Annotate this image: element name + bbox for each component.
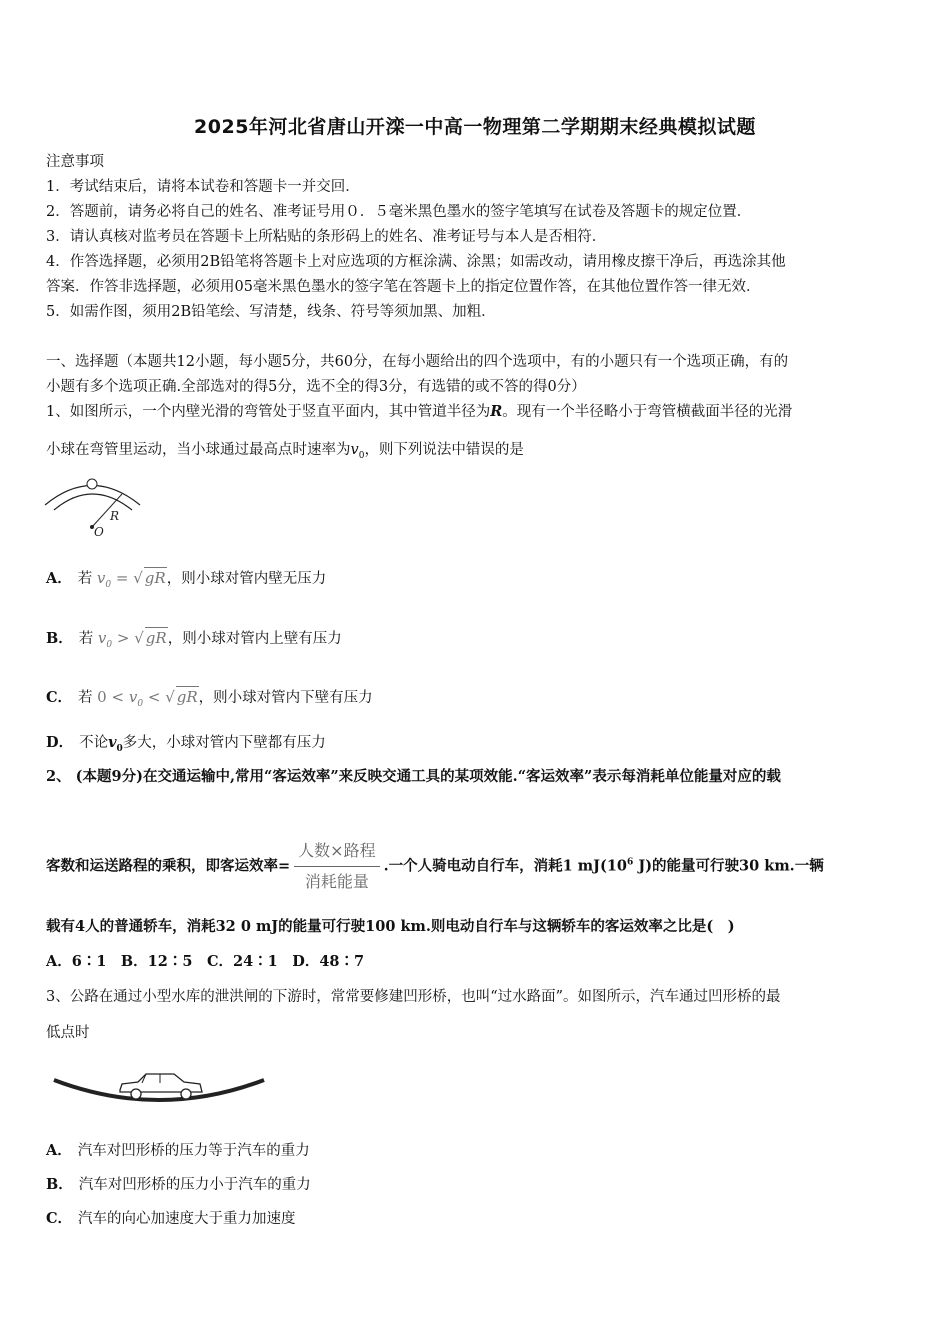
q3-stem-line2: 低点时: [46, 1025, 90, 1041]
notice-item-3: 3．请认真核对监考员在答题卡上所粘贴的条形码上的姓名、准考证号与本人是否相符．: [46, 229, 607, 245]
q2-stem-line2: 客数和运送路程的乘积，即客运效率= $\frac{\text{人数×路程}}{\text{消耗能量}}$ .一个人骑电动自行车，消耗1 $mJ(10^6$ J)的能量可行驶30 km.一辆: [46, 838, 824, 895]
ball-icon: [87, 479, 97, 489]
q2-options: A．6∶1 B．12∶5 C．24∶1 D．48∶7: [46, 953, 365, 970]
label-O: O: [94, 525, 104, 539]
q3-option-b: B． 汽车对凹形桥的压力小于汽车的重力: [46, 1176, 311, 1193]
car-icon: [120, 1074, 202, 1099]
q1-option-c: C． 若 $0 < v_0$ < √ gR，则小球对管内下壁有压力: [46, 688, 373, 709]
q2-stem-line1: 2、 (本题9分)在交通运输中,常用“客运效率”来反映交通工具的某项效能.“客运效率”表示每消耗单位能量对应的载: [46, 768, 781, 785]
section-heading-line1: 一、选择题（本题共12小题，每小题5分，共60分，在每小题给出的四个选项中，有的小题只有一个选项正确，有的: [46, 354, 789, 370]
q3-option-c: C． 汽车的向心加速度大于重力加速度: [46, 1210, 296, 1227]
notice-heading: 注意事项: [46, 154, 104, 170]
q3-stem-line1: 3、公路在通过小型水库的泄洪闸的下游时，常常要修建凹形桥，也叫“过水路面”。如图所示，汽车通过凹形桥的最: [46, 989, 781, 1005]
efficiency-fraction: $\frac{\text{人数×路程}}{\text{消耗能量}}$: [294, 838, 379, 895]
q3-concave-bridge-figure: [50, 1068, 268, 1110]
notice-item-4: 4．作答选择题，必须用2B铅笔将答题卡上对应选项的方框涂满、涂黑；如需改动，请用橡皮擦干净后，再选涂其他: [46, 254, 786, 270]
notice-item-1: 1．考试结束后，请将本试卷和答题卡一并交回．: [46, 179, 360, 195]
q3-option-a: A． 汽车对凹形桥的压力等于汽车的重力: [46, 1142, 310, 1159]
q1-option-d: D． 不论$v_0$多大，小球对管内下壁都有压力: [46, 734, 326, 754]
q1-stem-line1: 1、如图所示，一个内壁光滑的弯管处于竖直平面内，其中管道半径为R。现有一个半径略小于弯管横截面半径的光滑: [46, 403, 793, 420]
q2-stem-line3: 载有4人的普通轿车，消耗32 0 mJ的能量可行驶100 km.则电动自行车与这辆轿车的客运效率之比是( ): [46, 918, 735, 935]
q1-option-b: B． 若 $v_0$ > √ gR，则小球对管内上壁有压力: [46, 629, 342, 650]
page-title: 2025年河北省唐山开滦一中高一物理第二学期期末经典模拟试题: [194, 116, 756, 138]
label-R: R: [110, 509, 120, 523]
notice-item-2: 2．答题前，请务必将自己的姓名、准考证号用０．５毫米黑色墨水的签字笔填写在试卷及答题卡的规定位置．: [46, 204, 752, 220]
notice-item-4-cont: 答案．作答非选择题，必须用05毫米黑色墨水的签字笔在答题卡上的指定位置作答，在其他位置作答一律无效．: [46, 279, 761, 295]
section-heading-line2: 小题有多个选项正确.全部选对的得5分，选不全的得3分，有选错的或不答的得0分）: [46, 379, 586, 395]
q1-stem-line2: 小球在弯管里运动，当小球通过最高点时速率为$v_0$，则下列说法中错误的是: [46, 442, 524, 461]
q1-option-a: A． 若 $v_0$ = √ gR，则小球对管内壁无压力: [46, 569, 327, 590]
notice-item-5: 5．如需作图，须用2B铅笔绘、写清楚，线条、符号等须加黑、加粗．: [46, 304, 496, 320]
q1-bent-tube-figure: [42, 472, 147, 540]
